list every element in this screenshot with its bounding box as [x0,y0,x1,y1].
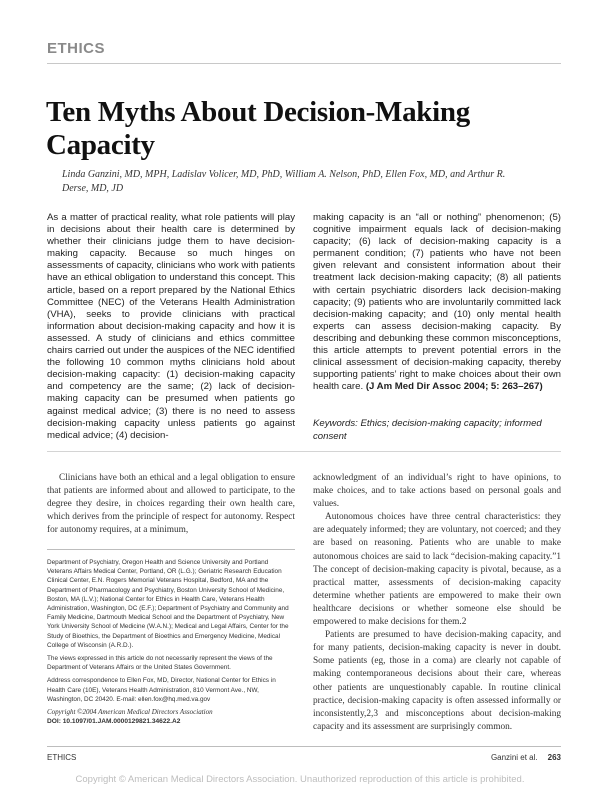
disclaimer: The views expressed in this article do not necessarily represent the views of the Department of Veterans Affairs or the United States Government. [47,655,273,672]
section-label: ETHICS [47,40,106,57]
abstract-right-column [313,212,561,393]
author-affiliations: Department of Psychiatry, Oregon Health and Science University and Portland Veterans Affairs Medical Center, Portland, OR (L.G.); Geriatric Research Education Clinical Center, E.N. Rogers Memorial Veterans Hospital, Bedford, MA and the Department of Pharmacology and Psychiatry, Boston University School of Medicine, Boston, MA (L.V.); National Center for Ethics in Health Care, Veterans Health Administration, Washington, DC (E.F.); Department of Psychiatry and Community and Family Medicine, Dartmouth Medical School and the Department of Psychiatry, New York University School of Medicine (W.A.N.); Medical and Legal Affairs, Center for the Study of Bioethics, the Department of Bioethics and Emergency Medicine, Medical College of Wisconsin (A.R.D.). [47,559,289,649]
keywords: Keywords: Ethics; decision-making capacity; informed consent [313,418,542,442]
footnote-rule [47,549,295,550]
page-number: 263 [547,753,561,762]
body-paragraph: Autonomous choices have three central characteristics: they are adequately informed; they are voluntary, not coerced; and they are based on reasoning. Patients who are unable to make autonomous choices are said to lack “decision-making capacity.”1 The concept of decision-making capacity is pivotal, because, as a practical matter, assessments of decision-making capacity determine whether patients are empowered to make their own healthcare decisions or whether someone else should be empowered to make decisions for them.2 [313,512,561,628]
footnotes [47,558,295,726]
abstract-citation: (J Am Med Dir Assoc 2004; 5: 263–267) [365,381,543,393]
running-author: Ganzini et al. [490,753,538,762]
body-paragraph: Clinicians have both an ethical and a legal obligation to ensure that patients are informed about and allowed to participate, to the degree they desire, in choices regarding their own health care, which derives from the principle of respect for autonomy. Respect for autonomy requires, at a minimum, [47,473,295,536]
article-title: Ten Myths About Decision-Making Capacity [46,96,470,161]
body-paragraph: Patients are presumed to have decision-making capacity, and for many patients, decision-making capacity is never in doubt. Some patients (eg, those in a coma) are clearly not capable of making contemporaneous decisions about their care, whereas other patients are unquestionably capable. In routine clinical practice, decision-making capacity is often assessed informally or inconsistently,2,3 and misconceptions about decision-making capacity and its assessment are surprisingly common. [313,630,561,732]
header-rule [47,63,561,64]
abstract-left-column: As a matter of practical reality, what role patients will play in decisions about their health care is determined by whether their clinicians judge them to have decision-making capacity. Because so much hinges on assessments of capacity, clinicians who work with patients have an ethical obligation to understand this concept. This article, based on a report prepared by the National Ethics Committee (NEC) of the Veterans Health Administration (VHA), seeks to provide clinicians with practical information about decision-making capacity and how it is assessed. A study of clinicians and ethics committee chairs carried out under the auspices of the NEC identified the following 10 common myths clinicians hold about decision-making capacity: (1) decision-making capacity and competency are the same; (2) lack of decision-making capacity can be presumed when patients go against medical advice; (3) there is no need to assess decision-making capacity unless patients go against medical advice; (4) decision- [47,212,295,441]
body-paragraph: acknowledgment of an individual’s right to have opinions, to make choices, and to take actions based on personal goals and values. [313,473,561,510]
footer-section: ETHICS [47,753,77,762]
article-authors: Linda Ganzini, MD, MPH, Ladislav Volicer, MD, PhD, William A. Nelson, PhD, Ellen Fox, MD, and Arthur R. Derse, MD, JD [62,169,506,194]
abstract-divider [47,451,561,452]
abstract-right-text: making capacity is an “all or nothing” phenomenon; (5) cognitive impairment equals lack of decision-making capacity; (6) lack of decision-making capacity is a permanent condition; (7) patients who have not been given relevant and consistent information about their treatment lack decision-making capacity; (8) all patients with certain psychiatric disorders lack decision-making capacity; (9) patients who are involuntarily committed lack decision-making capacity; and (10) only mental health experts can assess decision-making capacity. By describing and debunking these common misconceptions, this article attempts to prevent potential errors in the clinical assessment of decision-making capacity, thereby supporting patients’ right to make choices about their own health care. [313,212,561,393]
footer-rule [47,746,561,747]
copyright-watermark: Copyright © American Medical Directors Association. Unauthorized reproduction of this article is prohibited. [75,774,525,785]
copyright-line: Copyright ©2004 American Medical Directors Association [47,708,213,717]
footer-right [400,753,561,762]
body-right-column [313,472,561,734]
doi: DOI: 10.1097/01.JAM.0000129821.34622.A2 [47,718,181,726]
correspondence: Address correspondence to Ellen Fox, MD, Director, National Center for Ethics in Health Care (10E), Veterans Health Administration, 810 Vermont Ave., NW, Washington, DC 20420. E-mail: ellen.fox@hq.med.va.gov [47,677,276,703]
body-left-column [47,472,295,537]
